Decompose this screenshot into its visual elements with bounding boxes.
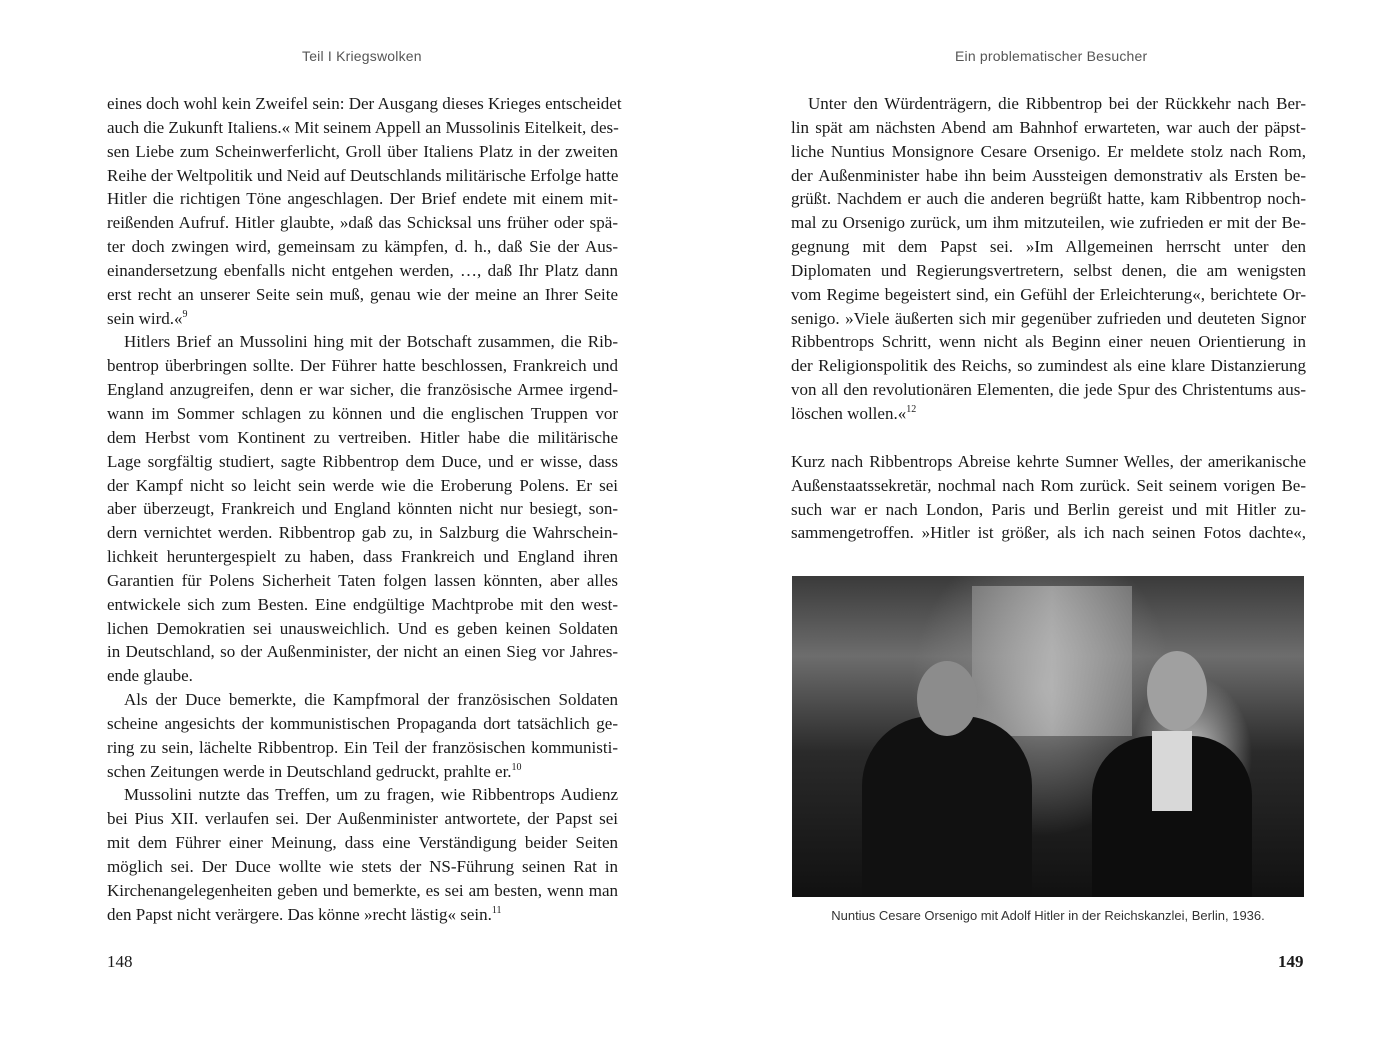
running-header-right: Ein problematischer Besucher — [955, 48, 1148, 64]
footnote-ref[interactable]: 9 — [182, 308, 188, 320]
text-line — [107, 736, 618, 760]
text-line — [107, 283, 618, 307]
line-text: Lage sorgfältig studiert, sagte Ribbentrop dem Duce, und er wisse, dass — [107, 451, 618, 471]
text-line — [791, 235, 1306, 259]
line-text: Außenstaatssekretär, nochmal nach Rom zurück. Seit seinem vorigen Be- — [791, 475, 1306, 495]
line-text: ring zu sein, lächelte Ribbentrop. Ein Teil der französischen kommunisti- — [107, 737, 618, 757]
left-page-body — [107, 92, 622, 927]
text-line — [791, 450, 1306, 474]
text-line — [791, 187, 1306, 211]
text-line — [107, 164, 618, 188]
line-text: grüßt. Nachdem er auch die anderen begrüßt hatte, kam Ribbentrop noch- — [791, 189, 1306, 209]
text-line — [107, 474, 618, 498]
text-line — [107, 617, 618, 641]
text-line — [791, 402, 1306, 426]
line-text: sein wird.« — [107, 308, 183, 328]
line-text: erst recht an unserer Seite sein muß, genau wie der meine an Ihrer Seite — [107, 284, 618, 304]
line-text: Unter den Würdenträgern, die Ribbentrop bei der Rückkehr nach Ber- — [808, 94, 1306, 113]
text-line — [791, 498, 1306, 522]
line-text: schen Zeitungen werde in Deutschland gedruckt, prahlte er. — [107, 761, 512, 781]
text-line — [107, 521, 618, 545]
text-line — [791, 92, 1306, 116]
text-line — [791, 330, 1306, 354]
text-line — [107, 903, 618, 927]
line-text: der Außenminister habe ihn beim Aussteigen demonstrativ als Ersten be- — [791, 165, 1306, 185]
photo-caption: Nuntius Cesare Orsenigo mit Adolf Hitler in der Reichskanzlei, Berlin, 1936. — [831, 908, 1265, 923]
text-line — [107, 688, 618, 712]
line-text: sen Liebe zum Scheinwerferlicht, Groll über Italiens Platz in der zweiten — [107, 141, 618, 161]
line-text: möglich sei. Der Duce wollte wie stets der NS-Führung seinen Rat in — [107, 857, 618, 876]
text-line — [107, 783, 618, 807]
line-text: ende glaube. — [107, 666, 193, 686]
running-header-left: Teil I Kriegswolken — [302, 48, 422, 64]
text-line — [107, 712, 618, 736]
line-text: lichen Demokratien sei unausweichlich. Und es geben keinen Soldaten — [107, 618, 618, 638]
text-line — [107, 116, 618, 140]
line-text: vom Regime begeistert sind, ein Gefühl der Erleichterung«, berichtete Or- — [791, 284, 1306, 304]
line-text: reißenden Aufruf. Hitler glaubte, »daß das Schicksal uns früher oder spä- — [107, 213, 618, 233]
photo-orsenigo-hitler — [792, 576, 1304, 897]
line-text: Reihe der Weltpolitik und Neid auf Deutschlands militärische Erfolge hatte — [107, 165, 619, 185]
text-line — [791, 521, 1306, 545]
line-text: lin spät am nächsten Abend am Bahnhof erwarteten, war auch der päpst- — [791, 117, 1306, 137]
line-text: ter doch zwingen wird, gemeinsam zu kämpfen, d. h., daß Sie der Aus- — [107, 237, 618, 257]
line-text: der Religionspolitik des Reichs, so zumindest als eine klare Distanzierung — [791, 356, 1306, 376]
text-line — [107, 330, 618, 354]
text-line — [107, 211, 618, 235]
text-line — [107, 426, 618, 450]
line-text: einandersetzung ebenfalls nicht entgehen werden, …, daß Ihr Platz dann — [107, 260, 618, 280]
text-line — [107, 354, 618, 378]
line-text: der Kampf nicht so leicht sein werde wie die Eroberung Polens. Er sei — [107, 475, 618, 495]
text-line — [107, 879, 618, 903]
text-line — [107, 807, 618, 831]
text-line — [107, 760, 618, 784]
line-text: scheine angesichts der kommunistischen Propaganda dort tatsächlich ge- — [107, 713, 618, 733]
line-text: den Papst nicht verärgere. Das könne »recht lästig« sein. — [107, 904, 492, 924]
text-line — [791, 378, 1306, 402]
text-line — [107, 402, 618, 426]
line-text: senigo. »Viele äußerten sich mir gegenüber zufrieden und deuteten Signor — [791, 308, 1306, 328]
line-text: auch die Zukunft Italiens.« Mit seinem Appell an Mussolinis Eitelkeit, des- — [107, 117, 619, 137]
line-text: sammengetroffen. »Hitler ist größer, als ich nach seinen Fotos dachte«, — [791, 523, 1306, 543]
text-line — [107, 855, 618, 879]
text-line — [791, 140, 1306, 164]
line-text: Ribbentrops Schritt, wenn nicht als Beginn einer neuen Orientierung in — [791, 332, 1306, 352]
text-line — [107, 235, 618, 259]
text-line — [107, 831, 618, 855]
text-line — [791, 307, 1306, 331]
line-text: Kirchenangelegenheiten geben und bemerkte, es sei am besten, wenn man — [107, 880, 618, 900]
text-line — [107, 187, 618, 211]
line-text: dem Herbst vom Kontinent zu vertreiben. Hitler habe die militärische — [107, 427, 618, 447]
page-number-right: 149 — [1278, 952, 1304, 971]
footnote-ref[interactable]: 10 — [511, 761, 522, 773]
line-text: Kurz nach Ribbentrops Abreise kehrte Sumner Welles, der amerikanische — [791, 451, 1306, 471]
text-line — [791, 354, 1306, 378]
line-text: liche Nuntius Monsignore Cesare Orsenigo. Er meldete stolz nach Rom, — [791, 141, 1306, 161]
footnote-ref[interactable]: 12 — [906, 403, 917, 415]
text-line — [107, 545, 618, 569]
text-line — [107, 92, 622, 116]
text-line — [107, 593, 618, 617]
line-text: Als der Duce bemerkte, die Kampfmoral der französischen Soldaten — [124, 690, 618, 710]
line-text: Hitlers Brief an Mussolini hing mit der Botschaft zusammen, die Rib- — [124, 332, 618, 352]
text-line — [107, 378, 618, 402]
right-page-body — [791, 92, 1306, 545]
line-text: bei Pius XII. verlaufen sei. Der Außenminister antwortete, der Papst sei — [107, 809, 618, 829]
line-text: mal zu Orsenigo zurück, um ihm mitzuteilen, wie zufrieden er mit der Be- — [791, 213, 1306, 233]
line-text: Hitler die richtigen Töne angeschlagen. Der Brief endete mit einem mit- — [107, 189, 618, 209]
text-line — [107, 664, 618, 688]
line-text: such war er nach London, Paris und Berlin gereist und mit Hitler zu- — [791, 499, 1306, 519]
line-text: Garantien für Polens Sicherheit Taten folgen lassen könnten, aber alles — [107, 570, 618, 590]
text-line — [791, 283, 1306, 307]
text-line — [791, 474, 1306, 498]
text-line — [107, 569, 618, 593]
line-text: aber überzeugt, Frankreich und England könnten nicht nur besiegt, son- — [107, 499, 618, 519]
text-line — [107, 450, 618, 474]
text-line — [791, 164, 1306, 188]
text-line — [107, 307, 618, 331]
line-text: in Deutschland, so der Außenminister, der nicht an einen Sieg vor Jahres- — [107, 642, 618, 662]
line-text: entwickele sich zum Besten. Eine endgültige Machtprobe mit den west- — [107, 594, 618, 614]
line-text: von all den revolutionären Elementen, die jede Spur des Christentums aus- — [791, 380, 1306, 400]
text-line — [791, 116, 1306, 140]
page-number-left: 148 — [107, 952, 133, 971]
text-line — [107, 259, 618, 283]
line-text: dern vernichtet werden. Ribbentrop gab zu, in Salzburg die Wahrschein- — [107, 523, 618, 543]
line-text: löschen wollen.« — [791, 403, 907, 423]
text-line — [107, 640, 618, 664]
line-text: lichkeit heruntergespielt zu haben, dass Frankreich und England ihren — [107, 547, 618, 567]
line-text: mit dem Führer einer Meinung, dass eine Verständigung beider Seiten — [107, 833, 618, 853]
line-text: Diplomaten und Regierungsvertretern, selbst denen, die am wenigsten — [791, 260, 1306, 280]
text-line — [107, 140, 618, 164]
line-text: eines doch wohl kein Zweifel sein: Der Ausgang dieses Krieges entscheidet — [107, 94, 622, 113]
text-line — [107, 497, 618, 521]
line-text: gegnung mit dem Papst sei. »Im Allgemeinen herrscht unter den — [791, 237, 1306, 257]
line-text: wann im Sommer schlagen zu können und die englischen Truppen vor — [107, 403, 618, 423]
text-line — [791, 211, 1306, 235]
text-line — [791, 259, 1306, 283]
footnote-ref[interactable]: 11 — [491, 904, 502, 916]
line-text: bentrop überbringen sollte. Der Führer hatte beschlossen, Frankreich und — [107, 356, 618, 376]
line-text: England anzugreifen, denn er war sicher, die französische Armee irgend- — [107, 380, 618, 400]
line-text: Mussolini nutzte das Treffen, um zu fragen, wie Ribbentrops Audienz — [124, 785, 618, 805]
